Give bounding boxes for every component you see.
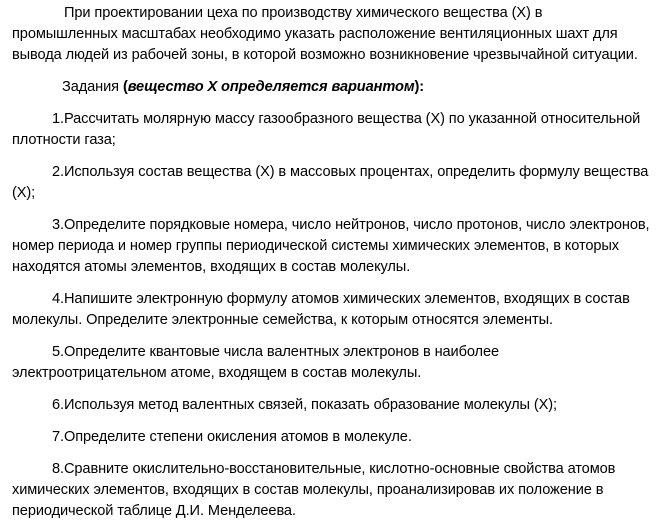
tasks-heading xyxy=(12,77,650,98)
task-item-6: 6.Используя метод валентных связей, показать образование молекулы (Х); xyxy=(52,397,557,413)
task-item-7: 7.Определите степени окисления атомов в молекуле. xyxy=(52,429,412,445)
tasks-heading-open-paren: ( xyxy=(122,79,128,95)
tasks-heading-close: ): xyxy=(414,79,425,95)
task-item-8: 8.Сравните окислительно-восстановительные, кислотно-основные свойства атомов химических элементов, входящих в состав молекулы, проанализировав их положение в периодической таблице Д.И. Менделеева. xyxy=(12,461,616,519)
task-item-2: 2.Используя состав вещества (Х) в массовых процентах, определить формулу вещества (Х); xyxy=(12,164,649,201)
tasks-heading-emphasis: вещество Х определяется вариантом xyxy=(127,79,415,95)
tasks-heading-label: Задания xyxy=(62,79,123,95)
task-item-5: 5.Определите квантовые числа валентных электронов в наиболее электроотрицательном атоме, входящем в состав молекулы. xyxy=(12,344,500,381)
task-item-1: 1.Рассчитать молярную массу газообразного вещества (Х) по указанной относительной плотности газа; xyxy=(12,111,641,148)
task-item-4: 4.Напишите электронную формулу атомов химических элементов, входящих в состав молекулы. Определите электронные семейства, к которым относятся элементы. xyxy=(12,291,630,328)
intro-paragraph: При проектировании цеха по производству химического вещества (Х) в промышленных масштабах необходимо указать расположение вентиляционных шахт для вывода людей из рабочей зоны, в которой возможно возникновение чрезвычайной ситуации. xyxy=(12,5,638,63)
task-item-3: 3.Определите порядковые номера, число нейтронов, число протонов, число электронов, номер периода и номер группы периодической системы химических элементов, в которых находятся атомы элементов, входящих в состав молекулы. xyxy=(12,217,650,275)
